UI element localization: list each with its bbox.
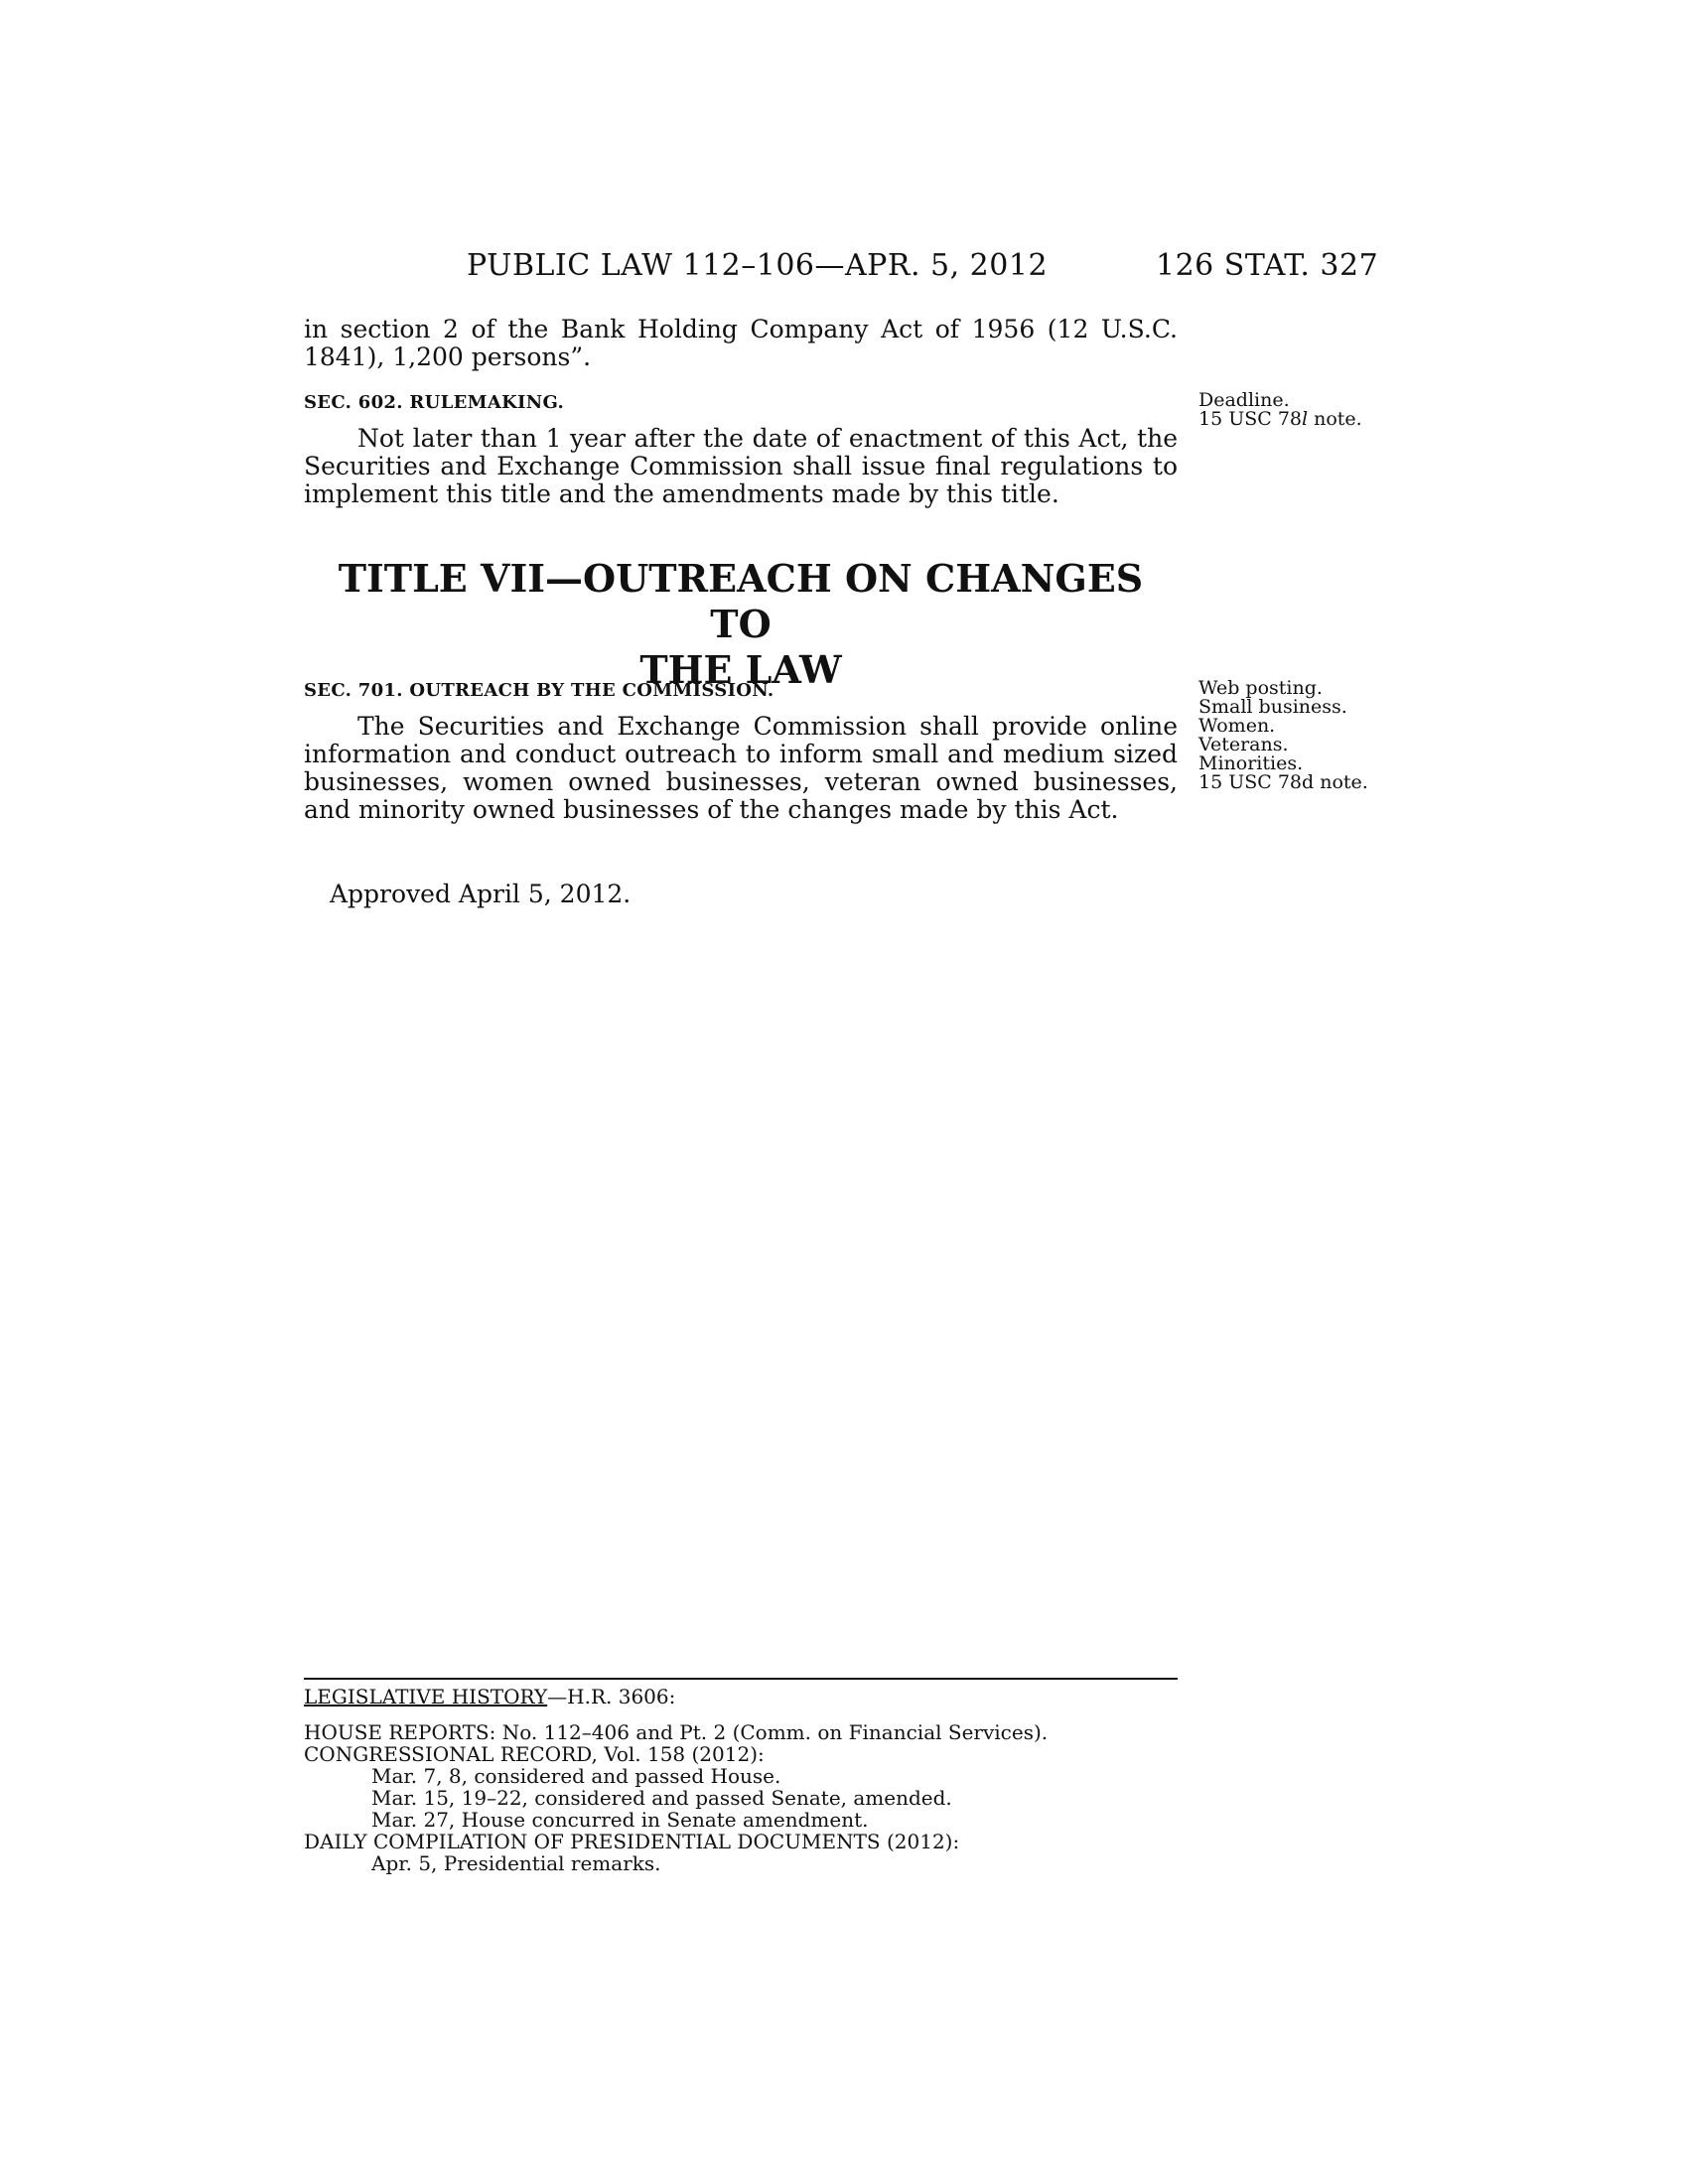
running-head: PUBLIC LAW 112–106—APR. 5, 2012 <box>467 248 1049 283</box>
margin-note: Veterans. <box>1198 734 1289 755</box>
margin-note: Minorities. <box>1198 752 1304 774</box>
history-line: Apr. 5, Presidential remarks. <box>371 1851 661 1875</box>
section-602-text: Not later than 1 year after the date of enactment of this Act, the Securities and Exchange Commission shall issue final regulations to implement this title and the amendments made by this title. <box>304 424 1178 508</box>
title-line-1: TITLE VII—OUTREACH ON CHANGES TO <box>338 556 1144 646</box>
history-line: Mar. 7, 8, considered and passed House. <box>371 1764 781 1788</box>
footnote-rule <box>304 1678 1178 1680</box>
legislative-history-heading: LEGISLATIVE HISTORY—H.R. 3606: <box>304 1685 676 1708</box>
section-602-heading: SEC. 602. RULEMAKING. <box>304 392 565 413</box>
margin-note: Women. <box>1198 715 1276 737</box>
section-701-text: The Securities and Exchange Commission shall provide online information and conduct outreach to inform small and medium sized businesses, women owned businesses, veteran owned businesses, and minority owned businesses of the changes made by this Act. <box>304 712 1178 824</box>
statute-page-number: 126 STAT. 327 <box>1156 248 1379 283</box>
history-line: Mar. 27, House concurred in Senate amendment. <box>371 1808 869 1832</box>
margin-note: 15 USC 78d note. <box>1198 771 1368 793</box>
approval-date: Approved April 5, 2012. <box>330 880 632 908</box>
section-701-margin-notes <box>1198 679 1368 792</box>
continuation-text: in section 2 of the Bank Holding Company Act of 1956 (12 U.S.C. 1841), 1,200 persons”. <box>304 315 1178 371</box>
margin-note-citation: 15 USC 78l note. <box>1198 408 1362 430</box>
margin-note: Deadline. <box>1198 389 1290 411</box>
legislative-history <box>304 1686 1178 1874</box>
section-701 <box>304 677 1178 824</box>
title-line-2: THE LAW <box>639 647 842 692</box>
margin-note: Web posting. <box>1198 677 1323 699</box>
margin-note: Small business. <box>1198 696 1347 718</box>
history-line: DAILY COMPILATION OF PRESIDENTIAL DOCUMENTS (2012): <box>304 1830 960 1853</box>
title-vii-heading <box>304 556 1178 693</box>
section-701-heading: SEC. 701. OUTREACH BY THE COMMISSION. <box>304 680 774 701</box>
history-line: HOUSE REPORTS: No. 112–406 and Pt. 2 (Comm. on Financial Services). <box>304 1720 1049 1744</box>
section-602-margin-notes <box>1198 391 1362 429</box>
history-line: Mar. 15, 19–22, considered and passed Senate, amended. <box>371 1786 952 1810</box>
history-line: CONGRESSIONAL RECORD, Vol. 158 (2012): <box>304 1742 765 1766</box>
section-602 <box>304 389 1178 508</box>
continuation-paragraph <box>304 316 1178 371</box>
